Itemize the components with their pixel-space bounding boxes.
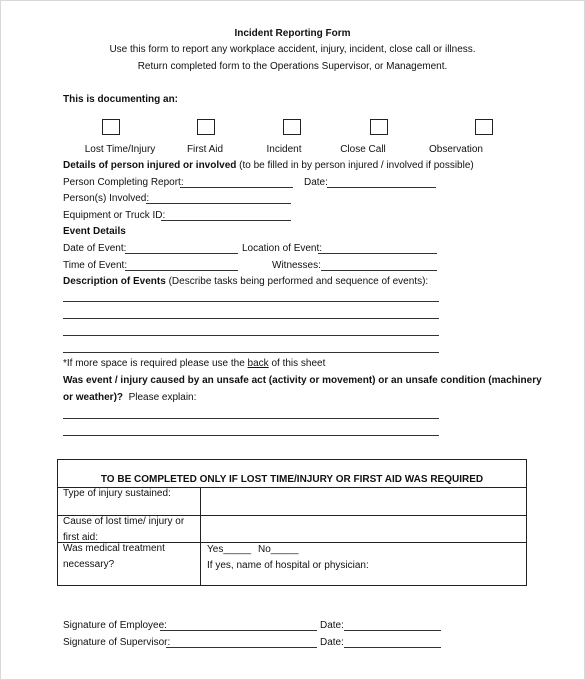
- description-heading: Description of Events: [63, 276, 166, 287]
- witnesses-field[interactable]: [321, 270, 437, 271]
- details-note: (to be filled in by person injured / involved if possible): [239, 160, 474, 171]
- checkbox-label-first-aid: First Aid: [186, 144, 224, 155]
- description-note: (Describe tasks being performed and sequence of events):: [168, 276, 429, 287]
- intro-line-2: Return completed form to the Operations Supervisor, or Management.: [137, 61, 448, 72]
- details-heading: Details of person injured or involved: [63, 160, 237, 171]
- description-line[interactable]: [63, 301, 439, 302]
- more-space-pre: *If more space is required please use the: [63, 358, 248, 369]
- employee-date-label: Date:: [320, 620, 344, 631]
- table-column-divider: [200, 487, 201, 585]
- person-completing-label: Person Completing Report:: [63, 177, 184, 188]
- cause-label: Cause of lost time/ injury or first aid:: [63, 516, 185, 543]
- supervisor-date-field[interactable]: [344, 647, 441, 648]
- intro-line-1: Use this form to report any workplace accident, injury, incident, close call or illness.: [109, 44, 476, 55]
- checkbox-close-call[interactable]: [370, 119, 388, 135]
- more-space-note: [63, 358, 325, 370]
- checkbox-lost-time-injury[interactable]: [102, 119, 120, 135]
- employee-date-field[interactable]: [344, 630, 441, 631]
- lost-time-table: [57, 459, 527, 586]
- unsafe-question-line-2-row: [63, 392, 196, 404]
- checkbox-label-observation: Observation: [429, 144, 483, 155]
- table-header: TO BE COMPLETED ONLY IF LOST TIME/INJURY OR FIRST AID WAS REQUIRED: [100, 474, 484, 485]
- unsafe-question-line-1: Was event / injury caused by an unsafe act (activity or movement) or an unsafe condition (machinery: [63, 375, 542, 386]
- supervisor-date-label: Date:: [320, 637, 344, 648]
- time-of-event-label: Time of Event:: [63, 260, 128, 271]
- persons-involved-field[interactable]: [146, 203, 291, 204]
- report-date-label: Date:: [304, 177, 328, 188]
- injury-type-label: Type of injury sustained:: [63, 488, 171, 499]
- medical-yes-field[interactable]: Yes_____: [207, 544, 252, 555]
- equipment-label: Equipment or Truck ID:: [63, 210, 166, 221]
- employee-signature-field[interactable]: [160, 630, 317, 631]
- unsafe-question-line-2: or weather)?: [63, 392, 124, 403]
- supervisor-signature-label: Signature of Supervisor:: [63, 637, 171, 648]
- checkbox-label-lost-time-injury: Lost Time/Injury: [84, 144, 156, 155]
- description-line[interactable]: [63, 352, 439, 353]
- details-heading-line: [63, 160, 474, 172]
- supervisor-signature-field[interactable]: [166, 647, 317, 648]
- location-field[interactable]: [318, 253, 437, 254]
- date-of-event-label: Date of Event:: [63, 243, 127, 254]
- person-completing-field[interactable]: [180, 187, 293, 188]
- form-title: Incident Reporting Form: [234, 28, 351, 39]
- explain-line[interactable]: [63, 418, 439, 419]
- documenting-label: This is documenting an:: [63, 94, 179, 105]
- equipment-field[interactable]: [161, 220, 291, 221]
- checkbox-label-incident: Incident: [266, 144, 302, 155]
- hospital-label: If yes, name of hospital or physician:: [207, 560, 369, 571]
- description-line[interactable]: [63, 335, 439, 336]
- explain-line[interactable]: [63, 435, 439, 436]
- medical-treatment-label: Was medical treatment necessary?: [63, 543, 165, 570]
- checkbox-incident[interactable]: [283, 119, 301, 135]
- witnesses-label: Witnesses:: [272, 260, 321, 271]
- location-label: Location of Event:: [242, 243, 323, 254]
- more-space-post: of this sheet: [268, 358, 326, 369]
- report-date-field[interactable]: [327, 187, 436, 188]
- employee-signature-label: Signature of Employee:: [63, 620, 167, 631]
- persons-involved-label: Person(s) Involved:: [63, 193, 150, 204]
- event-details-heading: Event Details: [63, 226, 126, 237]
- checkbox-first-aid[interactable]: [197, 119, 215, 135]
- checkbox-label-close-call: Close Call: [340, 144, 386, 155]
- time-of-event-field[interactable]: [125, 270, 238, 271]
- description-line[interactable]: [63, 318, 439, 319]
- description-heading-line: [63, 276, 428, 288]
- date-of-event-field[interactable]: [125, 253, 238, 254]
- medical-no-field[interactable]: No_____: [258, 544, 299, 555]
- unsafe-explain-label: Please explain:: [128, 392, 197, 403]
- more-space-back-word: back: [247, 358, 269, 369]
- checkbox-observation[interactable]: [475, 119, 493, 135]
